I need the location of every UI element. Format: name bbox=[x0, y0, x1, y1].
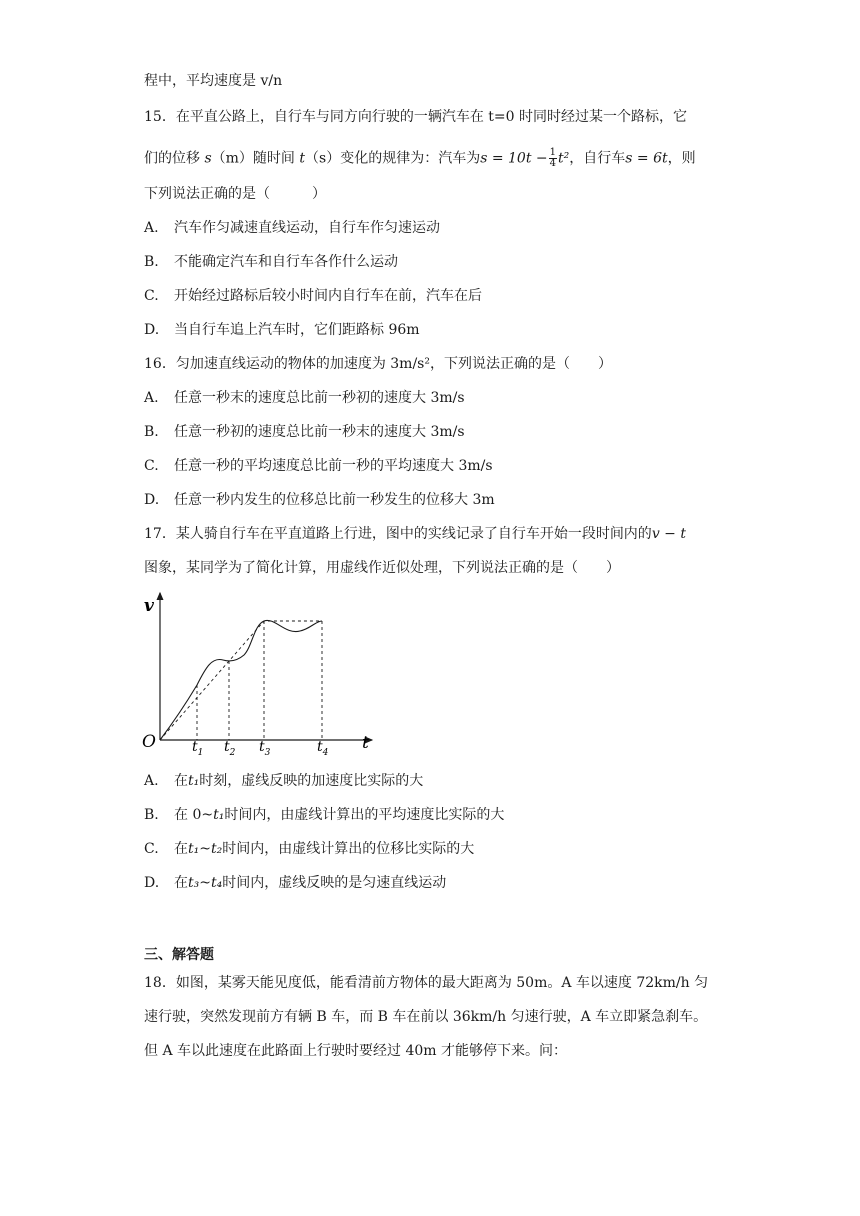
q17-option-c bbox=[144, 839, 474, 859]
option-text: 任意一秒内发生的位移总比前一秒发生的位移大 3m bbox=[174, 492, 495, 508]
option-pre: 在 0~ bbox=[174, 807, 214, 823]
option-text: 任意一秒初的速度总比前一秒末的速度大 3m/s bbox=[174, 424, 465, 440]
dashed-guides bbox=[160, 621, 322, 740]
option-letter: B. bbox=[144, 807, 159, 823]
option-math: t₁~t₂ bbox=[188, 841, 223, 857]
text: 17．某人骑自行车在平直道路上行进，图中的实线记录了自行车开始一段时间内的 bbox=[144, 526, 652, 542]
car-equation: s = 10t − bbox=[480, 150, 548, 167]
text: ，自行车 bbox=[569, 150, 626, 167]
q17-option-d bbox=[144, 873, 446, 893]
q15-option-d bbox=[144, 320, 420, 340]
tick-label-t4: $t_4$ bbox=[317, 739, 329, 758]
option-math: t₁ bbox=[188, 773, 200, 789]
bike-equation: s = 6t bbox=[625, 150, 668, 167]
fraction-numerator: 1 bbox=[549, 147, 557, 158]
tick-label-t2: $t_2$ bbox=[224, 739, 236, 758]
q17-option-b bbox=[144, 805, 504, 825]
option-letter: C. bbox=[144, 458, 159, 474]
q18-stem-line1: 18．如图，某雾天能见度低，能看清前方物体的最大距离为 50m。A 车以速度 72km/h 匀 bbox=[144, 975, 709, 991]
option-pre: 在 bbox=[174, 773, 188, 789]
option-letter: D. bbox=[144, 492, 160, 508]
q17-option-a bbox=[144, 771, 423, 791]
option-letter: D. bbox=[144, 875, 160, 891]
option-letter: C. bbox=[144, 288, 159, 304]
fraction-denominator: 4 bbox=[549, 158, 557, 169]
q15-stem-line2 bbox=[144, 148, 696, 169]
y-axis-label: v bbox=[144, 596, 154, 616]
text: 们的位移 bbox=[144, 150, 205, 167]
option-pre: 在 bbox=[174, 875, 188, 891]
car-equation-tail: t² bbox=[558, 150, 570, 167]
q15-option-a bbox=[144, 218, 440, 238]
option-letter: A. bbox=[144, 220, 159, 236]
q16-option-a bbox=[144, 388, 465, 408]
option-text: 任意一秒末的速度总比前一秒初的速度大 3m/s bbox=[174, 390, 465, 406]
option-letter: C. bbox=[144, 841, 159, 857]
option-letter: B. bbox=[144, 424, 159, 440]
option-letter: D. bbox=[144, 322, 160, 338]
tick-label-t3: $t_3$ bbox=[259, 739, 271, 758]
tick-label-t1: $t_1$ bbox=[192, 739, 204, 758]
option-math: t₁ bbox=[213, 807, 225, 823]
q16-option-d bbox=[144, 490, 495, 510]
option-letter: A. bbox=[144, 773, 159, 789]
vt-label: v − t bbox=[651, 526, 686, 542]
x-axis-label: t bbox=[362, 733, 369, 753]
q15-option-c bbox=[144, 286, 482, 306]
option-post: 时刻，虚线反映的加速度比实际的大 bbox=[199, 773, 424, 789]
vt-graph bbox=[140, 585, 380, 760]
q17-stem-line2: 图象，某同学为了简化计算，用虚线作近似处理，下列说法正确的是（ ） bbox=[144, 560, 620, 576]
option-post: 时间内，由虚线计算出的平均速度比实际的大 bbox=[224, 807, 505, 823]
option-text: 任意一秒的平均速度总比前一秒的平均速度大 3m/s bbox=[174, 458, 493, 474]
q16-option-c bbox=[144, 456, 493, 476]
q16-stem: 16．匀加速直线运动的物体的加速度为 3m/s²，下列说法正确的是（ ） bbox=[144, 356, 612, 372]
option-text: 开始经过路标后较小时间内自行车在前，汽车在后 bbox=[174, 288, 482, 304]
text: （s）变化的规律为：汽车为 bbox=[305, 150, 481, 167]
option-math: t₃~t₄ bbox=[188, 875, 223, 891]
q15-stem-line1: 15．在平直公路上，自行车与同方向行驶的一辆汽车在 t=0 时同时经过某一个路标，它 bbox=[144, 109, 687, 125]
q15-stem-line3: 下列说法正确的是（ ） bbox=[144, 186, 326, 202]
option-text: 当自行车追上汽车时，它们距路标 96m bbox=[174, 322, 420, 338]
option-post: 时间内，由虚线计算出的位移比实际的大 bbox=[222, 841, 475, 857]
q16-option-b bbox=[144, 422, 465, 442]
fraction bbox=[549, 148, 557, 169]
option-pre: 在 bbox=[174, 841, 188, 857]
text: ，则 bbox=[667, 150, 696, 167]
actual-curve bbox=[160, 620, 322, 740]
q18-stem-line2: 速行驶，突然发现前方有辆 B 车，而 B 车在前以 36km/h 匀速行驶，A 车立即紧急刹车。 bbox=[144, 1009, 708, 1025]
origin-label: O bbox=[142, 732, 156, 752]
option-text: 不能确定汽车和自行车各作什么运动 bbox=[174, 254, 398, 270]
q15-option-b bbox=[144, 252, 398, 272]
continued-text: 程中，平均速度是 v/n bbox=[144, 73, 283, 89]
q18-stem-line3: 但 A 车以此速度在此路面上行驶时要经过 40m 才能够停下来。问： bbox=[144, 1043, 567, 1059]
section-heading: 三、解答题 bbox=[144, 947, 214, 963]
q17-stem-line1 bbox=[144, 524, 686, 544]
option-letter: A. bbox=[144, 390, 159, 406]
text: （m）随时间 bbox=[211, 150, 300, 167]
option-post: 时间内，虚线反映的是匀速直线运动 bbox=[222, 875, 447, 891]
var-s: s bbox=[204, 150, 212, 167]
option-text: 汽车作匀减速直线运动，自行车作匀速运动 bbox=[174, 220, 440, 236]
var-t: t bbox=[299, 150, 306, 167]
option-letter: B. bbox=[144, 254, 159, 270]
